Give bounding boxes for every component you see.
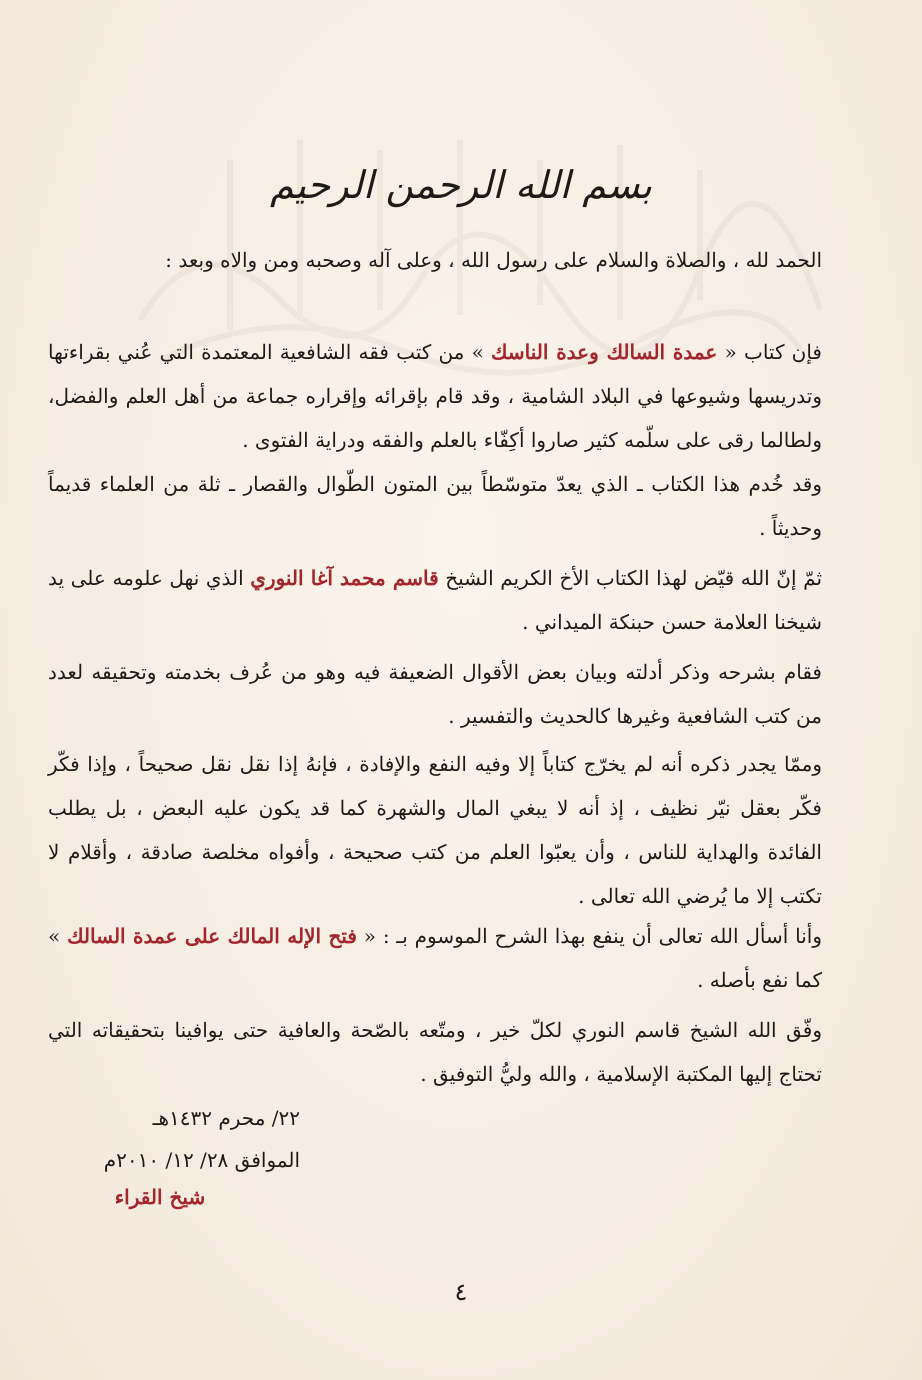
paragraph-6: [48, 742, 822, 918]
paragraph-6-text: وممّا يجدر ذكره أنه لم يخرّج كتاباً إلا وفيه النفع والإفادة ، فإنهُ إذا نقل نقل صحيحاً ، وإذا فكّر فكّر بعقل نيّر نظيف ، إذ أنه لا يبغي المال والشهرة كما قد يكون عليه البعض ، بل يطلب الفائدة والهداية للناس ، وأن يعبّوا العلم من كتب صحيحة ، وأفواه مخلصة صادقة ، وأقلام لا تكتب إلا ما يُرضي الله تعالى .: [48, 752, 822, 908]
paragraph-7-lead: وأنا أسأل الله تعالى أن ينفع بهذا الشرح الموسوم بـ : «: [356, 924, 822, 948]
paragraph-2-text: [48, 330, 822, 462]
author-name: قاسم محمد آغا النوري: [250, 566, 439, 590]
paragraph-4-text: [48, 556, 822, 644]
page-number: ٤: [454, 1278, 468, 1306]
paragraph-2: [48, 330, 822, 462]
paragraph-4-rest: الذي نهل علومه على يد شيخنا العلامة حسن حبنكة الميداني .: [48, 566, 822, 634]
paragraph-1-text: الحمد لله ، والصلاة والسلام على رسول الله ، وعلى آله وصحبه ومن والاه وبعد :: [165, 248, 822, 272]
book-title: عمدة السالك وعدة الناسك: [491, 340, 718, 364]
commentary-title: فتح الإله المالك على عمدة السالك: [67, 924, 357, 948]
basmala-heading: [0, 150, 922, 220]
signature-title: شيخ القراء: [114, 1185, 206, 1209]
paragraph-2-lead: فإن كتاب «: [717, 340, 822, 364]
paragraph-7: [48, 914, 822, 1002]
paragraph-7-rest: » كما نفع بأصله .: [48, 924, 822, 992]
paragraph-3-text: وقد خُدم هذا الكتاب ـ الذي يعدّ متوسّطاً بين المتون الطّوال والقصار ـ ثلة من العلماء قديماً وحديثاً .: [48, 472, 822, 540]
paragraph-7-text: [48, 914, 822, 1002]
basmala-text: بسم الله الرحمن الرحيم: [270, 163, 652, 207]
paragraph-5: [48, 650, 822, 738]
date-hijri: ٢٢/ محرم ١٤٣٢هـ: [152, 1106, 300, 1130]
paragraph-4: [48, 556, 822, 644]
paragraph-8: [48, 1008, 822, 1096]
paragraph-1: [48, 238, 822, 282]
paragraph-2-rest: » من كتب فقه الشافعية المعتمدة التي عُني بقراءتها وتدريسها وشيوعها في البلاد الشامية ، وقد قام بإقرائه وإقراره جماعة من أهل العلم والفضل، ولطالما رقى على سلّمه كثير صاروا أكِفّاء بالعلم والفقه ودراية الفتوى .: [48, 340, 822, 452]
paragraph-4-lead: ثمّ إنّ الله قيّض لهذا الكتاب الأخ الكريم الشيخ: [438, 566, 823, 590]
date-gregorian: الموافق ٢٨/ ١٢/ ٢٠١٠م: [103, 1148, 300, 1172]
paragraph-8-text: وفّق الله الشيخ قاسم النوري لكلّ خير ، ومتّعه بالصّحة والعافية حتى يوافينا بتحقيقاته التي تحتاج إليها المكتبة الإسلامية ، والله وليُّ التوفيق .: [48, 1018, 822, 1086]
paragraph-5-text: فقام بشرحه وذكر أدلته وبيان بعض الأقوال الضعيفة فيه وهو من عُرف بخدمته وتحقيقه لعدد من كتب الشافعية وغيرها كالحديث والتفسير .: [48, 660, 822, 728]
paragraph-3: [48, 462, 822, 550]
